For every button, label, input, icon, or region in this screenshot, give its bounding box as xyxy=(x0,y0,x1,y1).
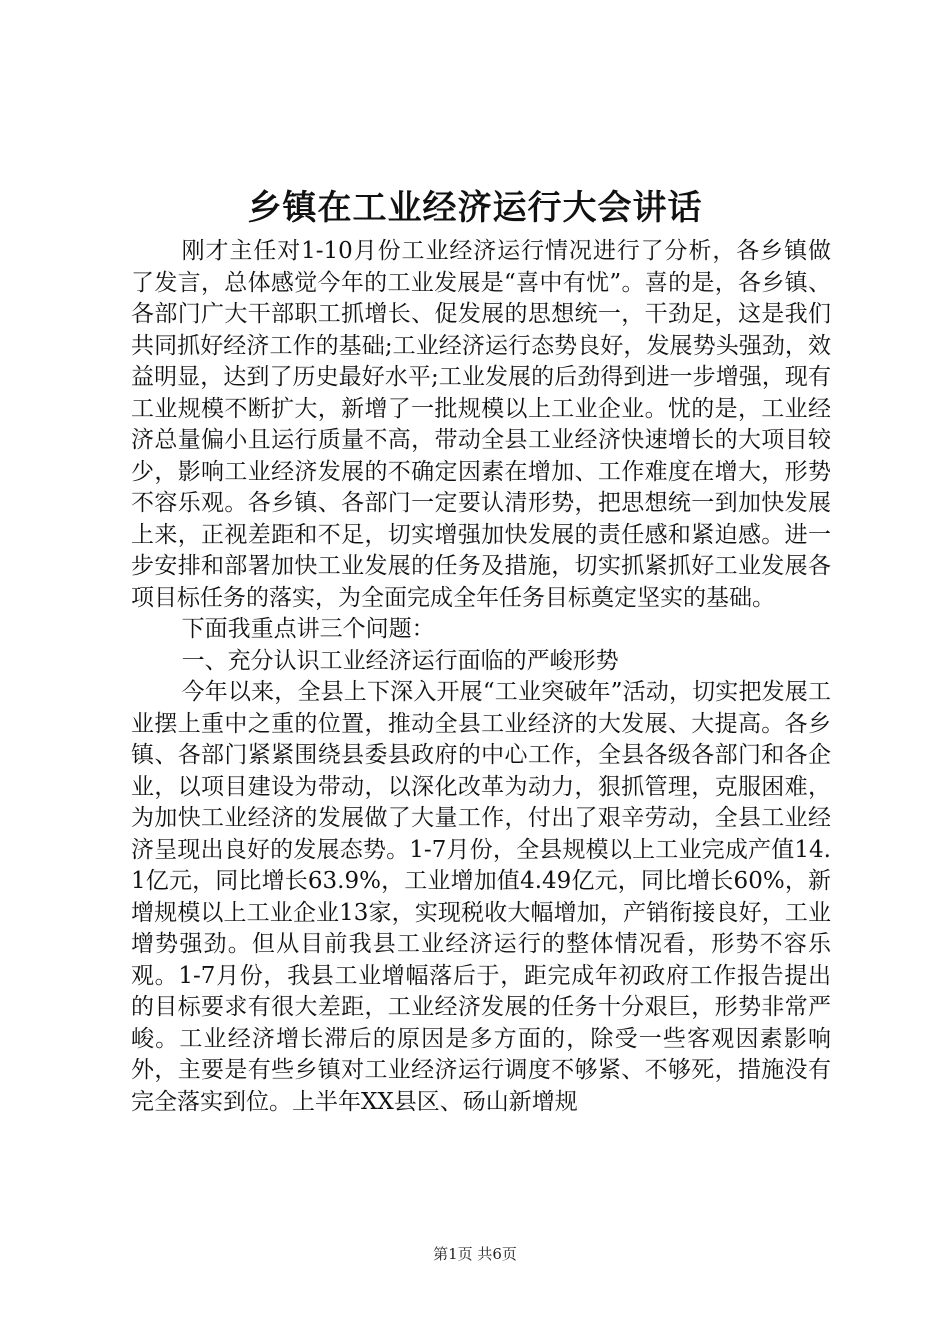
document-body xyxy=(131,236,831,1118)
paragraph-section-1: 今年以来，全县上下深入开展“工业突破年”活动，切实把发展工业摆上重中之重的位置，推动全县工业经济的大发展、大提高。各乡镇、各部门紧紧围绕县委县政府的中心工作，全县各级各部门和各企业，以项目建设为带动，以深化改革为动力，狠抓管理，克服困难，为加快工业经济的发展做了大量工作，付出了艰辛劳动，全县工业经济呈现出良好的发展态势。1-7月份，全县规模以上工业完成产值14.1亿元，同比增长63.9%，工业增加值4.49亿元，同比增长60%，新增规模以上工业企业13家，实现税收大幅增加，产销衔接良好，工业增势强劲。但从目前我县工业经济运行的整体情况看，形势不容乐观。1-7月份，我县工业增幅落后于，距完成年初政府工作报告提出的目标要求有很大差距，工业经济发展的任务十分艰巨，形势非常严峻。工业经济增长滞后的原因是多方面的，除受一些客观因素影响外，主要是有些乡镇对工业经济运行调度不够紧、不够死，措施没有完全落实到位。上半年XX县区、砀山新增规 xyxy=(131,679,831,1115)
paragraph-outline: 下面我重点讲三个问题： xyxy=(181,616,435,642)
paragraph-intro: 刚才主任对1-10月份工业经济运行情况进行了分析，各乡镇做了发言，总体感觉今年的工业发展是“喜中有忧”。喜的是，各乡镇、各部门广大干部职工抓增长、促发展的思想统一，干劲足，这是我们共同抓好经济工作的基础;工业经济运行态势良好，发展势头强劲，效益明显，达到了历史最好水平;工业发展的后劲得到进一步增强，现有工业规模不断扩大，新增了一批规模以上工业企业。忧的是，工业经济总量偏小且运行质量不高，带动全县工业经济快速增长的大项目较少，影响工业经济发展的不确定因素在增加、工作难度在增大，形势不容乐观。各乡镇、各部门一定要认清形势，把思想统一到加快发展上来，正视差距和不足，切实增强加快发展的责任感和紧迫感。进一步安排和部署加快工业发展的任务及措施，切实抓紧抓好工业发展各项目标任务的落实，为全面完成全年任务目标奠定坚实的基础。 xyxy=(131,238,831,611)
section-heading-1: 一、充分认识工业经济运行面临的严峻形势 xyxy=(181,647,619,674)
page-number: 第1页 共6页 xyxy=(433,1245,517,1263)
document-title: 乡镇在工业经济运行大会讲话 xyxy=(247,188,703,228)
